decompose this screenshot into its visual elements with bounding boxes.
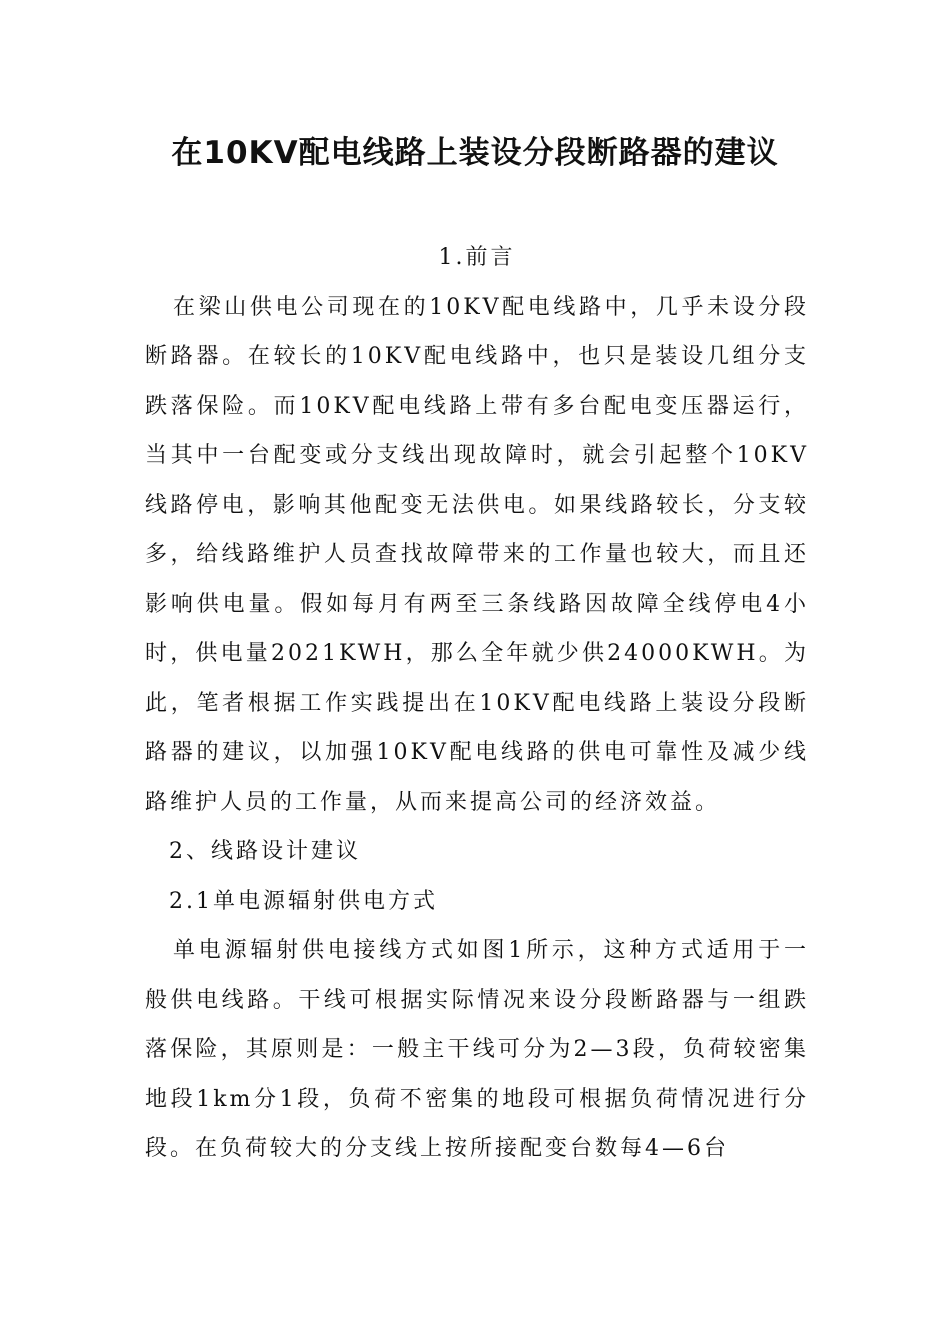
document-body [145,233,809,1174]
paragraph-intro: 在梁山供电公司现在的10KV配电线路中，几乎未设分段断路器。在较长的10KV配电线路中，也只是装设几组分支跌落保险。而10KV配电线路上带有多台配电变压器运行，当其中一台配变或分支线出现故障时，就会引起整个10KV线路停电，影响其他配变无法供电。如果线路较长，分支较多，给线路维护人员查找故障带来的工作量也较大，而且还影响供电量。假如每月有两至三条线路因故障全线停电4小时，供电量2021KWH，那么全年就少供24000KWH。为此，笔者根据工作实践提出在10KV配电线路上装设分段断路器的建议，以加强10KV配电线路的供电可靠性及减少线路维护人员的工作量，从而来提高公司的经济效益。 [145,294,809,815]
section-heading-2-1: 2.1单电源辐射供电方式 [169,888,438,914]
document-title: 在10KV配电线路上装设分段断路器的建议 [171,135,779,171]
section-heading-intro: 1.前言 [438,245,516,270]
section-heading-2: 2、线路设计建议 [169,839,361,864]
paragraph-section-2-1: 单电源辐射供电接线方式如图1所示，这种方式适用于一般供电线路。干线可根据实际情况来设分段断路器与一组跌落保险，其原则是：一般主干线可分为2—3段，负荷较密集地段1km分1段，负荷不密集的地段可根据负荷情况进行分段。在负荷较大的分支线上按所接配变台数每4—6台 [145,938,809,1161]
